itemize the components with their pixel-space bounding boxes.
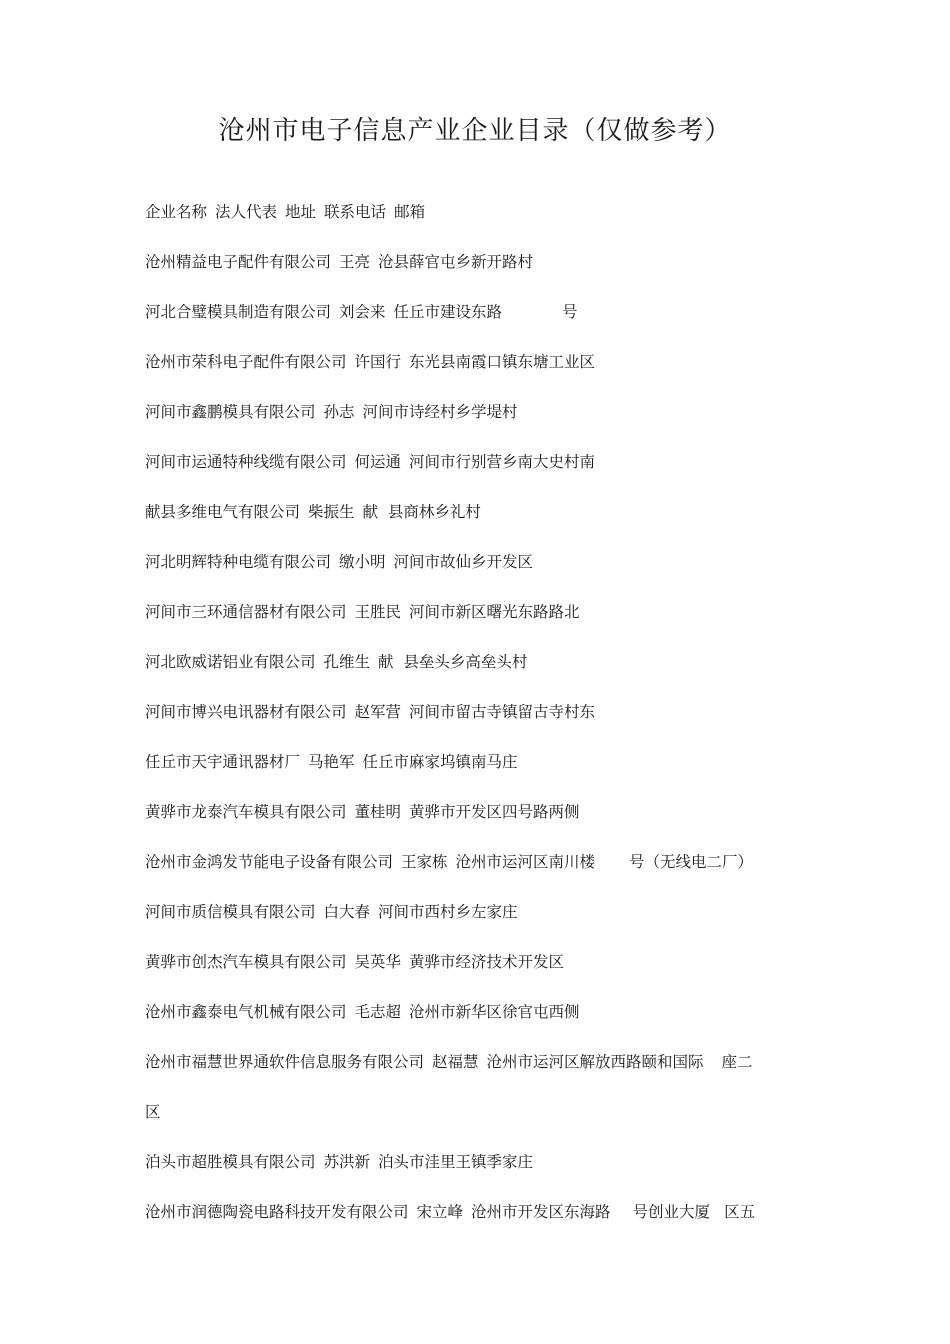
list-item	[145, 449, 595, 475]
company-name: 黄骅市龙泰汽车模具有限公司	[145, 803, 347, 821]
list-item	[145, 499, 481, 525]
legal-rep: 柴振生	[308, 503, 355, 521]
legal-rep: 毛志超	[354, 1003, 402, 1021]
legal-rep: 王亮	[339, 253, 371, 271]
list-item	[145, 249, 533, 275]
legal-rep: 何运通	[354, 453, 402, 471]
legal-rep: 宋立峰	[416, 1203, 464, 1221]
address: 河间市西村乡左家庄	[378, 903, 518, 921]
list-item	[145, 299, 578, 325]
address: 东光县南霞口镇东塘工业区	[409, 353, 596, 371]
legal-rep: 白大春	[323, 903, 371, 921]
list-item	[145, 599, 580, 625]
header-phone: 联系电话	[324, 203, 387, 221]
company-name: 沧州市润德陶瓷电路科技开发有限公司	[145, 1203, 409, 1221]
address: 沧州市运河区解放西路颐和国际	[486, 1053, 704, 1071]
company-name: 河北欧威诺铝业有限公司	[145, 653, 316, 671]
list-item-continuation	[145, 1099, 161, 1125]
list-item	[145, 549, 533, 575]
address: 任丘市麻家坞镇南马庄	[362, 753, 518, 771]
company-name: 河北明辉特种电缆有限公司	[145, 553, 332, 571]
header-rep: 法人代表	[215, 203, 278, 221]
header-company: 企业名称	[145, 203, 208, 221]
legal-rep: 赵军营	[354, 703, 402, 721]
header-address: 地址	[285, 203, 317, 221]
address: 任丘市建设东路	[393, 303, 503, 321]
legal-rep: 赵福慧	[432, 1053, 479, 1071]
legal-rep: 马艳军	[308, 753, 355, 771]
legal-rep: 缴小明	[339, 553, 386, 571]
company-name: 泊头市超胜模具有限公司	[145, 1153, 316, 1171]
list-item	[145, 749, 518, 775]
address: 献 县垒头乡高垒头村	[378, 653, 528, 671]
list-item	[145, 899, 518, 925]
address: 泊头市洼里王镇季家庄	[378, 1153, 534, 1171]
company-name: 河北合璧模具制造有限公司	[145, 303, 332, 321]
company-name: 河间市质信模具有限公司	[145, 903, 316, 921]
address-suffix: 号	[562, 303, 578, 321]
company-name: 沧州市荣科电子配件有限公司	[145, 353, 347, 371]
address: 河间市新区曙光东路路北	[409, 603, 580, 621]
address: 河间市留古寺镇留古寺村东	[409, 703, 596, 721]
header-email: 邮箱	[394, 203, 426, 221]
list-item	[145, 349, 595, 375]
company-name: 沧州市鑫泰电气机械有限公司	[145, 1003, 347, 1021]
company-name: 河间市博兴电讯器材有限公司	[145, 703, 347, 721]
address-suffix: 座二	[721, 1053, 753, 1071]
legal-rep: 苏洪新	[323, 1153, 371, 1171]
company-name: 河间市鑫鹏模具有限公司	[145, 403, 316, 421]
list-item	[145, 649, 527, 675]
address: 黄骅市开发区四号路两侧	[409, 803, 580, 821]
company-name: 黄骅市创杰汽车模具有限公司	[145, 953, 347, 971]
list-item	[145, 1049, 753, 1075]
address: 沧州市运河区南川楼	[455, 853, 596, 871]
company-name: 河间市运通特种线缆有限公司	[145, 453, 347, 471]
document-title: 沧州市电子信息产业企业目录（仅做参考）	[218, 116, 732, 146]
address-continuation: 区	[145, 1103, 161, 1121]
company-name: 沧州市金鸿发节能电子设备有限公司	[145, 853, 394, 871]
address: 献 县商林乡礼村	[362, 503, 481, 521]
list-item	[145, 999, 580, 1025]
address-suffix-2: 区五	[724, 1203, 756, 1221]
legal-rep: 孔维生	[323, 653, 371, 671]
company-name: 献县多维电气有限公司	[145, 503, 301, 521]
address: 河间市诗经村乡学堤村	[362, 403, 518, 421]
company-name: 任丘市天宇通讯器材厂	[145, 753, 301, 771]
address: 河间市故仙乡开发区	[393, 553, 534, 571]
company-name: 河间市三环通信器材有限公司	[145, 603, 347, 621]
list-item	[145, 949, 564, 975]
legal-rep: 吴英华	[354, 953, 402, 971]
address: 沧州市新华区徐官屯西侧	[409, 1003, 580, 1021]
address: 沧州市开发区东海路	[471, 1203, 611, 1221]
legal-rep: 董桂明	[354, 803, 402, 821]
list-item	[145, 799, 580, 825]
address: 河间市行别营乡南大史村南	[409, 453, 596, 471]
list-item	[145, 699, 595, 725]
legal-rep: 许国行	[354, 353, 402, 371]
list-item	[145, 399, 518, 425]
company-name: 沧州市福慧世界通软件信息服务有限公司	[145, 1053, 425, 1071]
list-item	[145, 1149, 533, 1175]
company-name: 沧州精益电子配件有限公司	[145, 253, 332, 271]
address-suffix: 号（无线电二厂）	[629, 853, 754, 871]
legal-rep: 孙志	[323, 403, 355, 421]
header-row	[145, 199, 425, 225]
legal-rep: 刘会来	[339, 303, 386, 321]
list-item	[145, 1199, 755, 1225]
address-suffix: 号创业大厦	[632, 1203, 711, 1221]
list-item	[145, 849, 753, 875]
legal-rep: 王家栋	[401, 853, 448, 871]
legal-rep: 王胜民	[354, 603, 402, 621]
address: 沧县薛官屯乡新开路村	[378, 253, 534, 271]
address: 黄骅市经济技术开发区	[409, 953, 565, 971]
